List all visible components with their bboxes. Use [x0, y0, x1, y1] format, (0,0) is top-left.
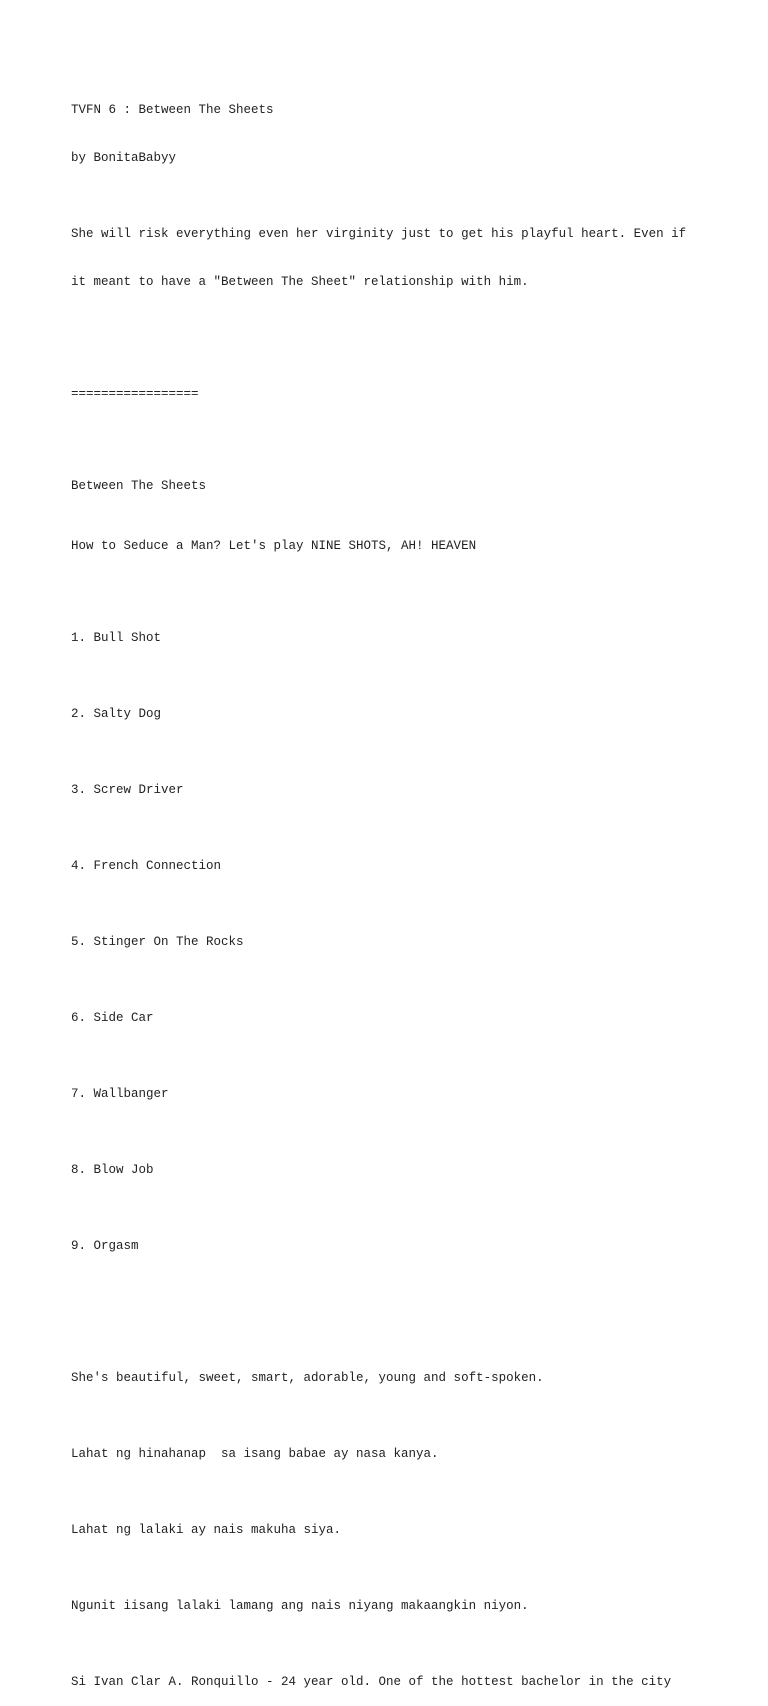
document-page — [71, 70, 711, 1706]
shot-list-item: 4. French Connection — [71, 859, 222, 873]
blurb-line: She will risk everything even her virginity just to get his playful heart. Even if — [71, 227, 687, 241]
paragraph: Si Ivan Clar A. Ronquillo - 24 year old. One of the hottest bachelor in the city — [71, 1675, 672, 1689]
shot-list-item: 1. Bull Shot — [71, 631, 162, 645]
section-title: Between The Sheets — [71, 479, 207, 493]
shot-list-item: 5. Stinger On The Rocks — [71, 935, 244, 949]
paragraph: She's beautiful, sweet, smart, adorable, young and soft-spoken. — [71, 1371, 544, 1385]
shot-list-item: 9. Orgasm — [71, 1239, 139, 1253]
story-title: TVFN 6 : Between The Sheets — [71, 103, 274, 117]
blurb-line: it meant to have a "Between The Sheet" relationship with him. — [71, 275, 529, 289]
shot-list-item: 6. Side Car — [71, 1011, 154, 1025]
intro-line: How to Seduce a Man? Let's play NINE SHOTS, AH! HEAVEN — [71, 539, 477, 553]
shot-list-item: 3. Screw Driver — [71, 783, 184, 797]
shot-list-item: 7. Wallbanger — [71, 1087, 169, 1101]
separator-line: ================= — [71, 387, 199, 401]
paragraph: Ngunit iisang lalaki lamang ang nais niyang makaangkin niyon. — [71, 1599, 529, 1613]
shot-list-item: 8. Blow Job — [71, 1163, 154, 1177]
paragraph: Lahat ng lalaki ay nais makuha siya. — [71, 1523, 342, 1537]
shot-list-item: 2. Salty Dog — [71, 707, 162, 721]
story-author: by BonitaBabyy — [71, 151, 177, 165]
paragraph: Lahat ng hinahanap sa isang babae ay nasa kanya. — [71, 1447, 439, 1461]
